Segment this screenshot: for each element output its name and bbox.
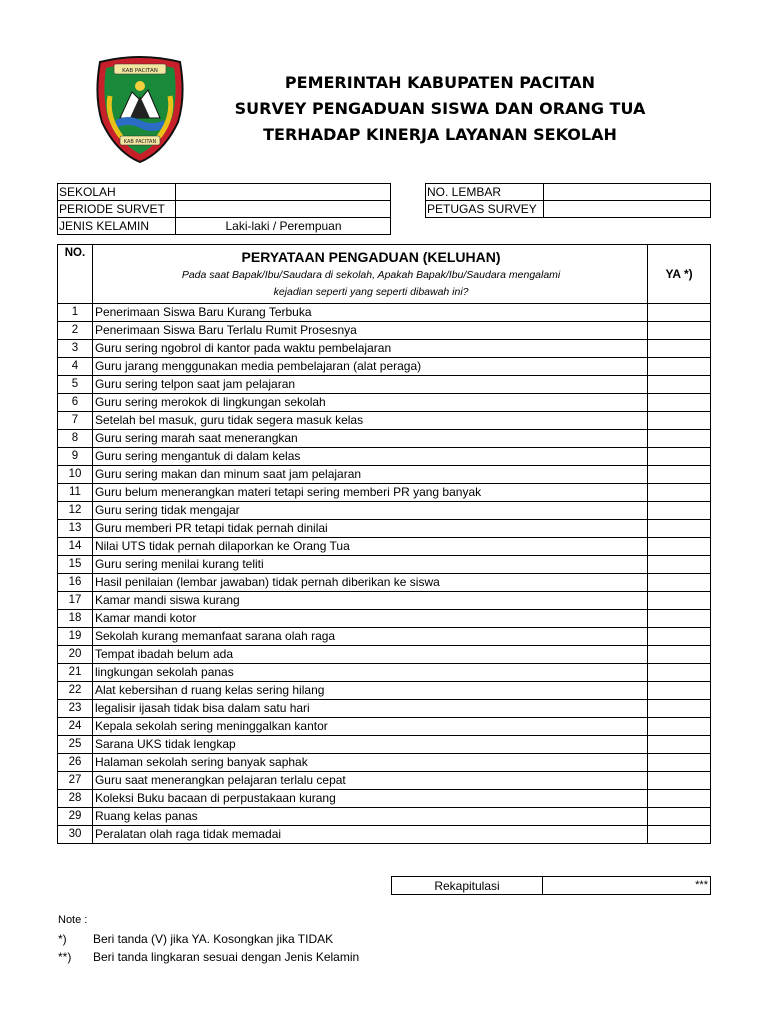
table-row	[58, 790, 711, 808]
jenis-kelamin-options[interactable]: Laki-laki / Perempuan	[176, 218, 391, 235]
row-ya-checkbox-cell[interactable]	[648, 736, 711, 754]
row-ya-checkbox-cell[interactable]	[648, 502, 711, 520]
rekapitulasi-table	[391, 876, 711, 895]
row-number: 10	[58, 466, 93, 484]
row-statement: lingkungan sekolah panas	[92, 664, 647, 682]
row-ya-checkbox-cell[interactable]	[648, 574, 711, 592]
table-row	[58, 466, 711, 484]
row-statement: legalisir ijasah tidak bisa dalam satu hari	[92, 700, 647, 718]
row-statement: Guru sering mengantuk di dalam kelas	[92, 448, 647, 466]
info-table-left	[57, 183, 391, 235]
row-statement: Alat kebersihan d ruang kelas sering hilang	[92, 682, 647, 700]
row-number: 20	[58, 646, 93, 664]
row-statement: Guru sering telpon saat jam pelajaran	[92, 376, 647, 394]
row-ya-checkbox-cell[interactable]	[648, 682, 711, 700]
row-number: 23	[58, 700, 93, 718]
no-lembar-field[interactable]	[544, 184, 711, 201]
table-row	[58, 556, 711, 574]
column-header-statement	[92, 245, 647, 304]
rekapitulasi-label: Rekapitulasi	[392, 877, 543, 895]
row-number: 5	[58, 376, 93, 394]
sekolah-field[interactable]	[176, 184, 391, 201]
table-row	[58, 376, 711, 394]
row-ya-checkbox-cell[interactable]	[648, 610, 711, 628]
table-row	[58, 574, 711, 592]
row-statement: Guru sering ngobrol di kantor pada waktu pembelajaran	[92, 340, 647, 358]
row-statement: Setelah bel masuk, guru tidak segera masuk kelas	[92, 412, 647, 430]
row-statement: Kepala sekolah sering meninggalkan kantor	[92, 718, 647, 736]
petugas-survey-label: PETUGAS SURVEY	[426, 201, 544, 218]
row-statement: Guru saat menerangkan pelajaran terlalu cepat	[92, 772, 647, 790]
table-subtitle-line-2: kejadian seperti yang seperti dibawah ini?	[273, 286, 469, 298]
note-item	[58, 930, 359, 948]
row-ya-checkbox-cell[interactable]	[648, 646, 711, 664]
table-row	[58, 826, 711, 844]
note-item	[58, 948, 359, 966]
table-row	[58, 412, 711, 430]
row-number: 24	[58, 718, 93, 736]
header-line-3: TERHADAP KINERJA LAYANAN SEKOLAH	[263, 125, 617, 144]
document-header	[200, 70, 680, 148]
periode-field[interactable]	[176, 201, 391, 218]
table-row	[58, 772, 711, 790]
pacitan-emblem-logo	[92, 56, 188, 164]
row-ya-checkbox-cell[interactable]	[648, 304, 711, 322]
header-line-2: SURVEY PENGADUAN SISWA DAN ORANG TUA	[234, 99, 646, 118]
info-table-right	[425, 183, 711, 218]
row-statement: Tempat ibadah belum ada	[92, 646, 647, 664]
row-number: 4	[58, 358, 93, 376]
periode-label: PERIODE SURVET	[58, 201, 176, 218]
row-ya-checkbox-cell[interactable]	[648, 826, 711, 844]
row-ya-checkbox-cell[interactable]	[648, 394, 711, 412]
row-number: 27	[58, 772, 93, 790]
row-statement: Guru sering marah saat menerangkan	[92, 430, 647, 448]
row-number: 15	[58, 556, 93, 574]
row-number: 17	[58, 592, 93, 610]
table-title: PERYATAAN PENGADUAN (KELUHAN)	[241, 249, 501, 265]
table-row	[58, 520, 711, 538]
row-number: 2	[58, 322, 93, 340]
table-row	[58, 610, 711, 628]
table-row	[58, 538, 711, 556]
column-header-no: NO.	[58, 245, 93, 304]
row-statement: Penerimaan Siswa Baru Kurang Terbuka	[92, 304, 647, 322]
row-ya-checkbox-cell[interactable]	[648, 790, 711, 808]
jenis-kelamin-label: JENIS KELAMIN	[58, 218, 176, 235]
table-row	[58, 664, 711, 682]
row-number: 12	[58, 502, 93, 520]
row-ya-checkbox-cell[interactable]	[648, 664, 711, 682]
table-row	[58, 754, 711, 772]
row-statement: Guru sering makan dan minum saat jam pelajaran	[92, 466, 647, 484]
notes-title: Note :	[58, 914, 88, 926]
row-ya-checkbox-cell[interactable]	[648, 322, 711, 340]
row-ya-checkbox-cell[interactable]	[648, 538, 711, 556]
row-number: 8	[58, 430, 93, 448]
row-number: 30	[58, 826, 93, 844]
svg-text:KAB PACITAN: KAB PACITAN	[123, 139, 157, 145]
note-mark: **)	[58, 950, 72, 964]
column-header-ya: YA *)	[648, 245, 711, 304]
row-ya-checkbox-cell[interactable]	[648, 340, 711, 358]
row-ya-checkbox-cell[interactable]	[648, 628, 711, 646]
table-row	[58, 358, 711, 376]
row-number: 11	[58, 484, 93, 502]
row-statement: Sekolah kurang memanfaat sarana olah raga	[92, 628, 647, 646]
row-ya-checkbox-cell[interactable]	[648, 484, 711, 502]
row-ya-checkbox-cell[interactable]	[648, 448, 711, 466]
table-row	[58, 736, 711, 754]
row-number: 9	[58, 448, 93, 466]
row-number: 7	[58, 412, 93, 430]
row-ya-checkbox-cell[interactable]	[648, 556, 711, 574]
row-ya-checkbox-cell[interactable]	[648, 592, 711, 610]
sekolah-label: SEKOLAH	[58, 184, 176, 201]
note-text: Beri tanda lingkaran sesuai dengan Jenis Kelamin	[93, 950, 360, 964]
row-ya-checkbox-cell[interactable]	[648, 376, 711, 394]
table-row	[58, 448, 711, 466]
row-number: 21	[58, 664, 93, 682]
row-statement: Guru sering tidak mengajar	[92, 502, 647, 520]
row-number: 22	[58, 682, 93, 700]
table-header-row	[58, 245, 711, 304]
row-number: 1	[58, 304, 93, 322]
row-number: 29	[58, 808, 93, 826]
row-number: 14	[58, 538, 93, 556]
row-number: 19	[58, 628, 93, 646]
row-statement: Halaman sekolah sering banyak saphak	[92, 754, 647, 772]
table-row	[58, 808, 711, 826]
no-lembar-label: NO. LEMBAR	[426, 184, 544, 201]
row-ya-checkbox-cell[interactable]	[648, 412, 711, 430]
table-row	[58, 394, 711, 412]
table-row	[58, 322, 711, 340]
table-row	[58, 502, 711, 520]
table-row	[58, 592, 711, 610]
table-row	[58, 682, 711, 700]
complaint-table	[57, 244, 711, 844]
row-statement: Nilai UTS tidak pernah dilaporkan ke Orang Tua	[92, 538, 647, 556]
row-statement: Guru belum menerangkan materi tetapi sering memberi PR yang banyak	[92, 484, 647, 502]
note-mark: *)	[58, 932, 67, 946]
row-statement: Penerimaan Siswa Baru Terlalu Rumit Prosesnya	[92, 322, 647, 340]
notes-section	[58, 914, 359, 966]
row-statement: Guru memberi PR tetapi tidak pernah dinilai	[92, 520, 647, 538]
row-number: 28	[58, 790, 93, 808]
row-statement: Guru sering menilai kurang teliti	[92, 556, 647, 574]
rekapitulasi-field[interactable]: ***	[543, 877, 711, 895]
row-statement: Sarana UKS tidak lengkap	[92, 736, 647, 754]
row-number: 26	[58, 754, 93, 772]
row-ya-checkbox-cell[interactable]	[648, 754, 711, 772]
table-row	[58, 430, 711, 448]
table-row	[58, 700, 711, 718]
row-number: 18	[58, 610, 93, 628]
row-statement: Ruang kelas panas	[92, 808, 647, 826]
row-number: 16	[58, 574, 93, 592]
row-statement: Guru sering merokok di lingkungan sekolah	[92, 394, 647, 412]
header-line-1: PEMERINTAH KABUPATEN PACITAN	[284, 73, 596, 92]
row-ya-checkbox-cell[interactable]	[648, 466, 711, 484]
svg-text:KAB PACITAN: KAB PACITAN	[122, 68, 158, 74]
row-number: 3	[58, 340, 93, 358]
row-ya-checkbox-cell[interactable]	[648, 700, 711, 718]
table-row	[58, 718, 711, 736]
row-ya-checkbox-cell[interactable]	[648, 718, 711, 736]
row-statement: Kamar mandi kotor	[92, 610, 647, 628]
row-statement: Koleksi Buku bacaan di perpustakaan kurang	[92, 790, 647, 808]
table-row	[58, 304, 711, 322]
table-row	[58, 628, 711, 646]
row-ya-checkbox-cell[interactable]	[648, 520, 711, 538]
table-row	[58, 484, 711, 502]
row-statement: Peralatan olah raga tidak memadai	[92, 826, 647, 844]
row-number: 6	[58, 394, 93, 412]
row-ya-checkbox-cell[interactable]	[648, 430, 711, 448]
row-ya-checkbox-cell[interactable]	[648, 808, 711, 826]
row-statement: Hasil penilaian (lembar jawaban) tidak pernah diberikan ke siswa	[92, 574, 647, 592]
note-text: Beri tanda (V) jika YA. Kosongkan jika TIDAK	[93, 932, 334, 946]
row-statement: Guru jarang menggunakan media pembelajaran (alat peraga)	[92, 358, 647, 376]
row-ya-checkbox-cell[interactable]	[648, 772, 711, 790]
row-number: 13	[58, 520, 93, 538]
petugas-survey-field[interactable]	[544, 201, 711, 218]
table-row	[58, 646, 711, 664]
table-subtitle-line-1: Pada saat Bapak/Ibu/Saudara di sekolah, Apakah Bapak/Ibu/Saudara mengalami	[181, 269, 561, 281]
row-statement: Kamar mandi siswa kurang	[92, 592, 647, 610]
row-number: 25	[58, 736, 93, 754]
row-ya-checkbox-cell[interactable]	[648, 358, 711, 376]
table-row	[58, 340, 711, 358]
